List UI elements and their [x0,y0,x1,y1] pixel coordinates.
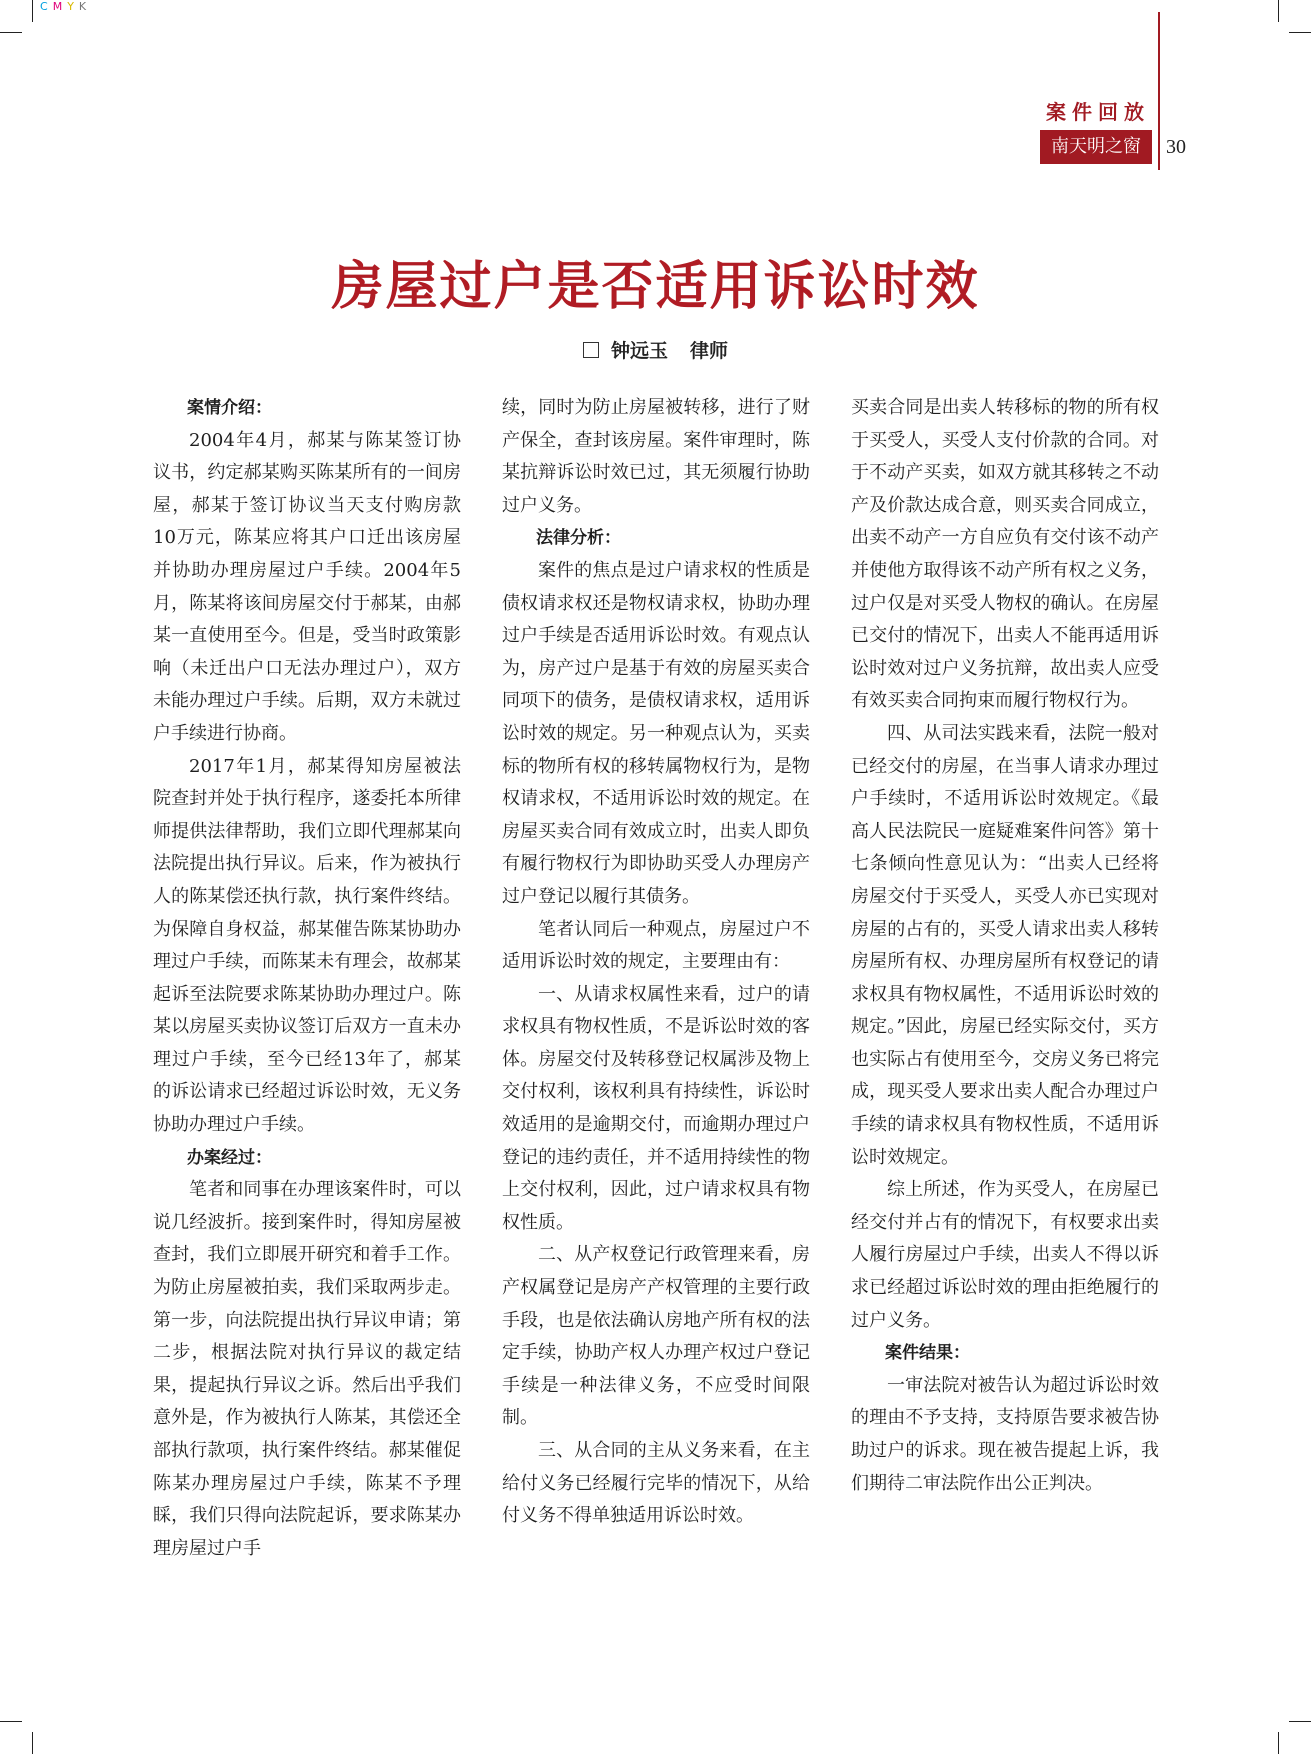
article-title: 房屋过户是否适用诉讼时效 [331,257,980,317]
section-heading: 法律分析： [536,528,621,549]
square-bullet-icon [583,342,599,358]
crop-mark [0,1721,22,1722]
paragraph: 笔者和同事在办理该案件时，可以说几经波折。接到案件时，得知房屋被查封，我们立即展开研究和着手工作。为防止房屋被拍卖，我们采取两步走。第一步，向法院提出执行异议申请；第二步，根据法院对执行异议的裁定结果，提起执行异议之诉。然后出乎我们意外是，作为被执行人陈某，其偿还全部执行款项，执行案件终结。郝某催促陈某办理房屋过户手续，陈某不予理睬，我们只得向法院起诉，要求陈某办理房屋过户手 [153,1179,461,1559]
paragraph: 四、从司法实践来看，法院一般对已经交付的房屋，在当事人请求办理过户手续时，不适用诉讼时效规定。《最高人民法院民一庭疑难案件问答》第十七条倾向性意见认为：“出卖人已经将房屋交付于买受人，买受人亦已实现对房屋的占有的，买受人请求出卖人移转房屋所有权、办理房屋所有权登记的请求权具有物权属性，不适用诉讼时效的规定。”因此，房屋已经实际交付，买方也实际占有使用至今，交房义务已将完成，现买受人要求出卖人配合办理过户手续的请求权具有物权性质，不适用诉讼时效规定。 [851,722,1159,1168]
text-column-2 [502,392,810,1533]
paragraph: 案件的焦点是过户请求权的性质是债权请求权还是物权请求权，协助办理过户手续是否适用诉讼时效。有观点认为，房产过户是基于有效的房屋买卖合同项下的债务，是债权请求权，适用诉讼时效的规定。另一种观点认为，买卖标的物所有权的移转属物权行为，是物权请求权，不适用诉讼时效的规定。在房屋买卖合同有效成立时，出卖人即负有履行物权行为即协助买受人办理房产过户登记以履行其债务。 [502,559,810,907]
text-column-1 [153,392,461,1565]
byline [0,336,1311,363]
crop-mark [1278,0,1279,22]
paragraph: 综上所述，作为买受人，在房屋已经交付并占有的情况下，有权要求出卖人履行房屋过户手续，出卖人不得以诉求已经超过诉讼时效的理由拒绝履行的过户义务。 [851,1179,1159,1331]
paragraph: 2004年4月，郝某与陈某签订协议书，约定郝某购买陈某所有的一间房屋，郝某于签订协议当天支付购房款10万元，陈某应将其户口迁出该房屋并协助办理房屋过户手续。2004年5月，陈某将该间房屋交付于郝某，由郝某一直使用至今。但是，受当时政策影响（未迁出户口无法办理过户），双方未能办理过户手续。后期，双方未就过户手续进行协商。 [153,429,461,744]
paragraph-continued: 买卖合同是出卖人转移标的物的所有权于买受人，买受人支付价款的合同。对于不动产买卖，如双方就其移转之不动产及价款达成合意，则买卖合同成立，出卖不动产一方自应负有交付该不动产并使他方取得该不动产所有权之义务，过户仅是对买受人物权的确认。在房屋已交付的情况下，出卖人不能再适用诉讼时效对过户义务抗辩，故出卖人应受有效买卖合同拘束而履行物权行为。 [851,397,1159,712]
header-divider [1158,12,1160,170]
cmyk-registration-label [40,0,91,13]
cmyk-y: Y [67,0,76,13]
paragraph-continued: 续，同时为防止房屋被转移，进行了财产保全，查封该房屋。案件审理时，陈某抗辩诉讼时效已过，其无须履行协助过户义务。 [502,397,810,516]
paragraph: 2017年1月，郝某得知房屋被法院查封并处于执行程序，遂委托本所律师提供法律帮助，我们立即代理郝某向法院提出执行异议。后来，作为被执行人的陈某偿还执行款，执行案件终结。为保障自身权益，郝某催告陈某协助办理过户手续，而陈某未有理会，故郝某起诉至法院要求陈某协助办理过户。陈某以房屋买卖协议签订后双方一直未办理过户手续，至今已经13年了，郝某的诉讼请求已经超过诉讼时效，无义务协助办理过户手续。 [153,755,461,1136]
page-number: 30 [1166,136,1186,158]
author-role: 律师 [690,340,729,362]
cmyk-k: K [78,0,89,13]
section-heading: 办案经过： [187,1147,272,1168]
crop-mark [32,0,33,22]
paragraph: 一审法院对被告认为超过诉讼时效的理由不予支持，支持原告要求被告协助过户的诉求。现在被告提起上诉，我们期待二审法院作出公正判决。 [851,1374,1159,1494]
crop-mark [1289,1721,1311,1722]
column-tag: 南天明之窗 [1040,130,1152,164]
text-column-3 [851,392,1159,1500]
paragraph: 一、从请求权属性来看，过户的请求权具有物权性质，不是诉讼时效的客体。房屋交付及转移登记权属涉及物上交付权利，该权利具有持续性，诉讼时效适用的是逾期交付，而逾期办理过户登记的违约责任，并不适用持续性的物上交付权利，因此，过户请求权具有物权性质。 [502,983,810,1233]
paragraph: 三、从合同的主从义务来看，在主给付义务已经履行完毕的情况下，从给付义务不得单独适用诉讼时效。 [502,1440,810,1527]
cmyk-m: M [52,0,65,13]
crop-mark [32,1732,33,1754]
section-title: 案件回放 [1046,100,1150,124]
crop-mark [1278,1732,1279,1754]
paragraph: 二、从产权登记行政管理来看，房产权属登记是房产产权管理的主要行政手段，也是依法确认房地产所有权的法定手续，协助产权人办理产权过户登记手续是一种法律义务，不应受时间限制。 [502,1244,810,1429]
author-name: 钟远玉 [610,340,668,362]
cmyk-c: C [40,0,50,13]
crop-mark [0,32,22,33]
section-heading: 案情介绍： [187,398,272,418]
crop-mark [1289,32,1311,33]
paragraph: 笔者认同后一种观点，房屋过户不适用诉讼时效的规定，主要理由有： [502,918,810,973]
section-heading: 案件结果： [885,1343,970,1364]
